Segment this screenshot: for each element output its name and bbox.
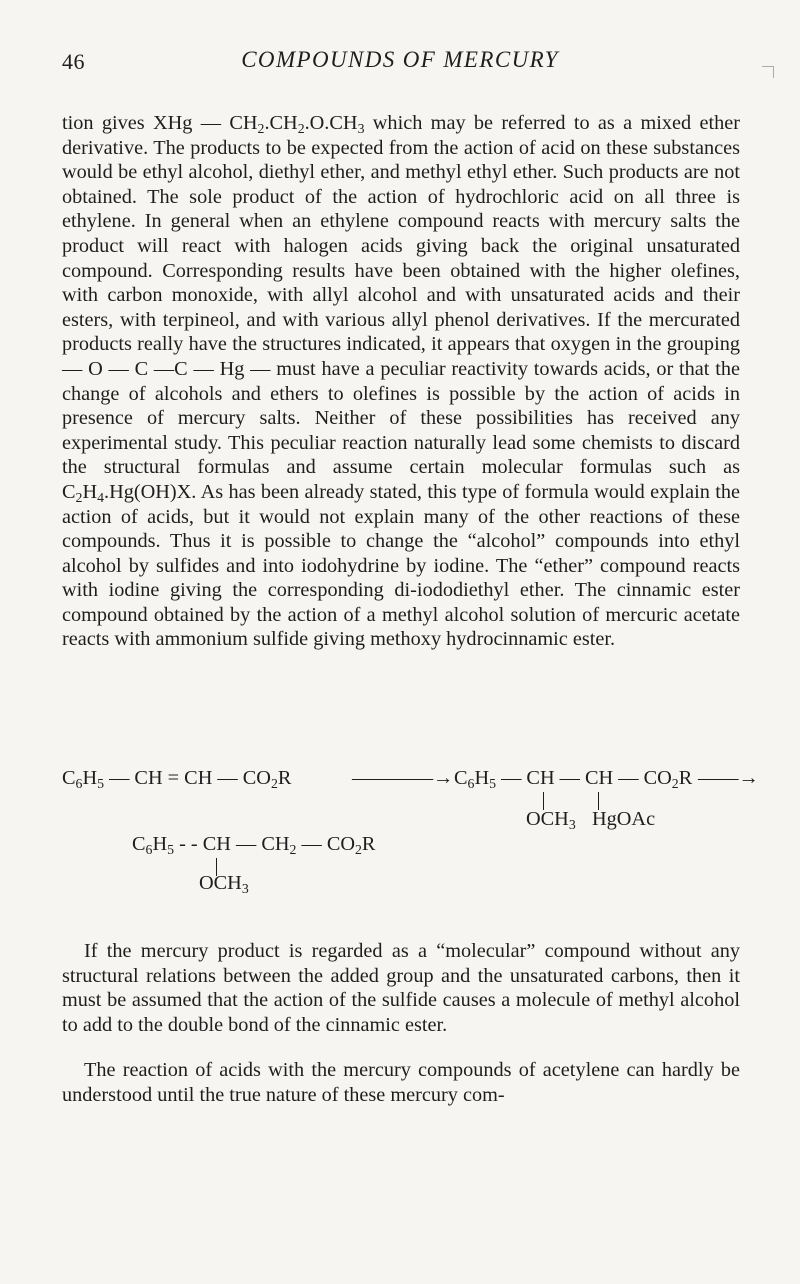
corner-mark — [762, 66, 774, 78]
bond-line-och3-b — [216, 858, 217, 876]
reaction-arrow-2: ——→ — [698, 767, 759, 789]
paragraph-2: If the mercury product is regarded as a “molecular” compound without any structural relations between the added group and the unsaturated carbons, then it must be assumed that the action of the sulfide causes a molecule of methyl alcohol to add to the double bond of the cinnamic ester. — [62, 940, 740, 1037]
paragraph-1: tion gives XHg — $CH_2.CH_2.O.CH_3$ which may be referred to as a mixed ether derivative. The products to be expected from the action of acid on these substances would be ethyl alcohol, diethyl ether, and methyl ethyl ether. Such products are not obtained. The sole product of the action of hydrochloric acid on all three is ethylene. In general when an ethylene compound reacts with mercury salts the product will react with halogen acids giving back the original unsaturated compound. Corresponding results have been obtained with the higher olefines, with carbon monoxide, with allyl alcohol and with unsaturated acids and their esters, with terpineol, and with various allyl phenol derivatives. If the mercurated products really have the structures indicated, it appears that oxygen in the grouping — O — C —C — Hg — must have a peculiar reactivity towards acids, or that the change of alcohols and ethers to olefines is possible by the action of acids in presence of mercury salts. Neither of these possibilities has received any experimental study. This peculiar reaction naturally lead some chemists to discard the structural formulas and assume certain molecular formulas such as $C_2H_4.Hg(OH)X$. As has been already stated, this type of formula would explain the action of acids, but it would not explain many of the other reactions of these compounds. Thus it is possible to change the “alcohol” compounds into ethyl alcohol by sulfides and into iodohydrine by iodine. The “ether” compound reacts with iodine giving the corresponding di-iododiethyl ether. The cinnamic ester compound obtained by the action of a methyl alcohol solution of mercuric acetate reacts with ammonium sulfide giving methoxy hydrocinnamic ester. — [62, 112, 741, 651]
running-head: COMPOUNDS OF MERCURY — [241, 47, 559, 72]
formula-methoxy-hydrocinnamic-ester: $C_6H_5$ - - CH — $CH_2$ — $CO_2R$ — [132, 833, 376, 857]
bond-line-och3-a — [543, 792, 544, 810]
substituent-hgoac: HgOAc — [592, 808, 656, 830]
reaction-arrow-1: ————→ — [352, 767, 454, 789]
bond-line-hgoac — [598, 792, 599, 810]
substituent-och3-b: $OCH_3$ — [199, 872, 249, 896]
formula-cinnamic-ester: $C_6H_5$ — CH = CH — $CO_2R$ — [62, 767, 292, 791]
page-number: 46 — [62, 49, 85, 74]
paragraph-3: The reaction of acids with the mercury compounds of acetylene can hardly be understood until the true nature of these mercury com- — [62, 1058, 740, 1106]
substituent-och3-a: $OCH_3$ — [526, 808, 576, 832]
body-text — [62, 111, 740, 652]
body-text-continued — [62, 919, 740, 1127]
formula-mercurated-ester: $C_6H_5$ — CH — CH — $CO_2R$ — [454, 767, 693, 791]
